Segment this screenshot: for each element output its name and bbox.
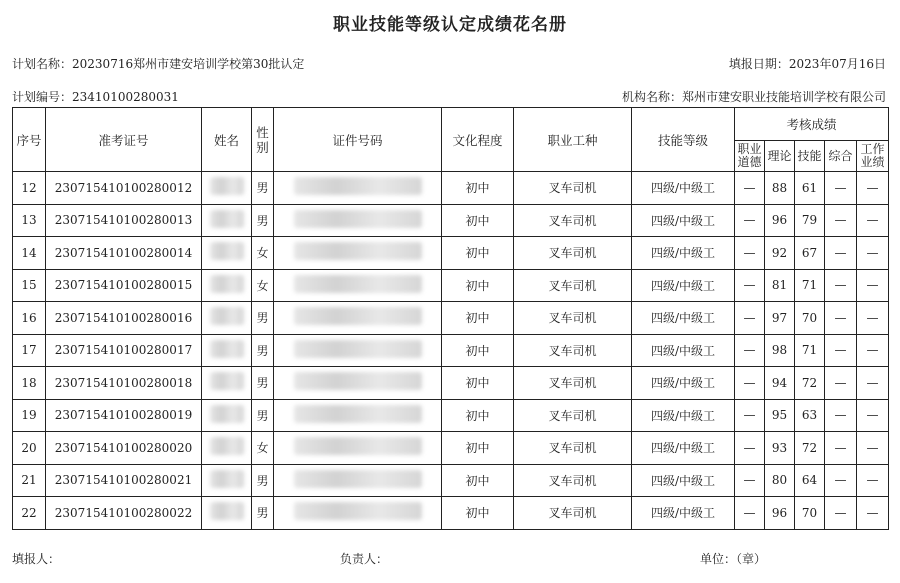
cell-overall: — xyxy=(825,334,857,367)
cell-exam-no: 230715410100280021 xyxy=(46,464,202,497)
cell-gender: 男 xyxy=(252,367,274,400)
table-row xyxy=(13,399,889,432)
cell-seq: 16 xyxy=(13,302,46,335)
cell-performance: — xyxy=(857,302,889,335)
redacted-block xyxy=(294,405,422,423)
cell-seq: 12 xyxy=(13,172,46,205)
cell-skill-level: 四级/中级工 xyxy=(632,367,735,400)
cell-name-redacted xyxy=(202,302,252,335)
redacted-block xyxy=(210,372,244,390)
cell-theory: 80 xyxy=(765,464,795,497)
cell-id-redacted xyxy=(274,399,442,432)
cell-seq: 20 xyxy=(13,432,46,465)
header-performance: 工作业绩 xyxy=(857,141,889,172)
cell-theory: 95 xyxy=(765,399,795,432)
page-title: 职业技能等级认定成绩花名册 xyxy=(333,15,567,35)
cell-id-redacted xyxy=(274,204,442,237)
redacted-block xyxy=(294,242,422,260)
cell-name-redacted xyxy=(202,172,252,205)
cell-name-redacted xyxy=(202,237,252,270)
cell-ethics: — xyxy=(735,367,765,400)
cell-gender: 男 xyxy=(252,497,274,530)
plan-name-value: 20230716郑州市建安培训学校第30批认定 xyxy=(72,57,305,71)
cell-overall: — xyxy=(825,172,857,205)
cell-name-redacted xyxy=(202,334,252,367)
cell-skill: 71 xyxy=(795,334,825,367)
cell-occupation: 叉车司机 xyxy=(514,432,632,465)
redacted-block xyxy=(294,502,422,520)
cell-performance: — xyxy=(857,334,889,367)
cell-performance: — xyxy=(857,204,889,237)
cell-theory: 96 xyxy=(765,497,795,530)
cell-overall: — xyxy=(825,399,857,432)
cell-gender: 男 xyxy=(252,172,274,205)
footer-responsible: 负责人： xyxy=(340,552,389,566)
cell-overall: — xyxy=(825,497,857,530)
redacted-block xyxy=(294,340,422,358)
cell-name-redacted xyxy=(202,432,252,465)
cell-education: 初中 xyxy=(442,464,514,497)
cell-education: 初中 xyxy=(442,367,514,400)
cell-id-redacted xyxy=(274,432,442,465)
table-row xyxy=(13,172,889,205)
cell-ethics: — xyxy=(735,432,765,465)
cell-skill: 79 xyxy=(795,204,825,237)
footer-unit: 单位：（章） xyxy=(700,552,767,566)
cell-occupation: 叉车司机 xyxy=(514,204,632,237)
header-exam-no: 准考证号 xyxy=(46,108,202,172)
cell-seq: 21 xyxy=(13,464,46,497)
redacted-block xyxy=(294,470,422,488)
cell-occupation: 叉车司机 xyxy=(514,237,632,270)
plan-number-value: 23410100280031 xyxy=(72,90,179,104)
table-row xyxy=(13,367,889,400)
redacted-block xyxy=(210,307,244,325)
cell-education: 初中 xyxy=(442,269,514,302)
table-row xyxy=(13,204,889,237)
cell-id-redacted xyxy=(274,269,442,302)
redacted-block xyxy=(294,372,422,390)
cell-skill-level: 四级/中级工 xyxy=(632,172,735,205)
redacted-block xyxy=(210,437,244,455)
cell-theory: 81 xyxy=(765,269,795,302)
cell-exam-no: 230715410100280020 xyxy=(46,432,202,465)
cell-gender: 女 xyxy=(252,237,274,270)
header-education: 文化程度 xyxy=(442,108,514,172)
cell-gender: 男 xyxy=(252,302,274,335)
cell-ethics: — xyxy=(735,269,765,302)
cell-ethics: — xyxy=(735,172,765,205)
cell-skill: 72 xyxy=(795,367,825,400)
table-row xyxy=(13,269,889,302)
cell-name-redacted xyxy=(202,464,252,497)
cell-skill-level: 四级/中级工 xyxy=(632,302,735,335)
cell-skill-level: 四级/中级工 xyxy=(632,204,735,237)
report-date-value: 2023年07月16日 xyxy=(788,57,886,71)
cell-overall: — xyxy=(825,302,857,335)
cell-occupation: 叉车司机 xyxy=(514,399,632,432)
header-name: 姓名 xyxy=(202,108,252,172)
cell-theory: 98 xyxy=(765,334,795,367)
cell-theory: 97 xyxy=(765,302,795,335)
redacted-block xyxy=(210,177,244,195)
header-id-no: 证件号码 xyxy=(274,108,442,172)
header-overall: 综合 xyxy=(825,141,857,172)
redacted-block xyxy=(210,502,244,520)
redacted-block xyxy=(210,340,244,358)
header-gender: 性别 xyxy=(252,108,274,172)
header-seq: 序号 xyxy=(13,108,46,172)
cell-education: 初中 xyxy=(442,399,514,432)
cell-ethics: — xyxy=(735,302,765,335)
plan-name xyxy=(12,55,304,72)
cell-skill-level: 四级/中级工 xyxy=(632,464,735,497)
cell-skill: 61 xyxy=(795,172,825,205)
cell-ethics: — xyxy=(735,497,765,530)
org-name-label: 机构名称： xyxy=(621,90,682,104)
cell-occupation: 叉车司机 xyxy=(514,269,632,302)
table-row xyxy=(13,432,889,465)
cell-education: 初中 xyxy=(442,432,514,465)
cell-performance: — xyxy=(857,367,889,400)
cell-gender: 男 xyxy=(252,399,274,432)
cell-skill: 64 xyxy=(795,464,825,497)
cell-exam-no: 230715410100280019 xyxy=(46,399,202,432)
cell-name-redacted xyxy=(202,497,252,530)
cell-gender: 女 xyxy=(252,432,274,465)
cell-skill-level: 四级/中级工 xyxy=(632,334,735,367)
cell-performance: — xyxy=(857,172,889,205)
cell-skill: 67 xyxy=(795,237,825,270)
cell-education: 初中 xyxy=(442,497,514,530)
cell-occupation: 叉车司机 xyxy=(514,464,632,497)
cell-skill: 71 xyxy=(795,269,825,302)
cell-exam-no: 230715410100280014 xyxy=(46,237,202,270)
cell-occupation: 叉车司机 xyxy=(514,334,632,367)
cell-id-redacted xyxy=(274,172,442,205)
cell-overall: — xyxy=(825,432,857,465)
cell-id-redacted xyxy=(274,237,442,270)
org-name xyxy=(622,88,886,105)
cell-gender: 女 xyxy=(252,269,274,302)
cell-id-redacted xyxy=(274,334,442,367)
cell-skill-level: 四级/中级工 xyxy=(632,237,735,270)
cell-id-redacted xyxy=(274,367,442,400)
cell-name-redacted xyxy=(202,269,252,302)
cell-id-redacted xyxy=(274,497,442,530)
header-skill-level: 技能等级 xyxy=(632,108,735,172)
table-row xyxy=(13,237,889,270)
plan-number-label: 计划编号： xyxy=(12,90,73,104)
cell-id-redacted xyxy=(274,464,442,497)
cell-skill-level: 四级/中级工 xyxy=(632,269,735,302)
cell-education: 初中 xyxy=(442,302,514,335)
header-occupation: 职业工种 xyxy=(514,108,632,172)
cell-overall: — xyxy=(825,464,857,497)
cell-seq: 15 xyxy=(13,269,46,302)
cell-name-redacted xyxy=(202,204,252,237)
cell-id-redacted xyxy=(274,302,442,335)
cell-overall: — xyxy=(825,204,857,237)
footer-filler: 填报人： xyxy=(12,552,61,566)
cell-skill-level: 四级/中级工 xyxy=(632,432,735,465)
cell-occupation: 叉车司机 xyxy=(514,497,632,530)
cell-education: 初中 xyxy=(442,204,514,237)
redacted-block xyxy=(294,210,422,228)
cell-skill-level: 四级/中级工 xyxy=(632,399,735,432)
cell-theory: 94 xyxy=(765,367,795,400)
cell-exam-no: 230715410100280016 xyxy=(46,302,202,335)
cell-performance: — xyxy=(857,399,889,432)
cell-gender: 男 xyxy=(252,204,274,237)
cell-theory: 96 xyxy=(765,204,795,237)
cell-gender: 男 xyxy=(252,464,274,497)
cell-ethics: — xyxy=(735,204,765,237)
cell-theory: 88 xyxy=(765,172,795,205)
cell-exam-no: 230715410100280013 xyxy=(46,204,202,237)
cell-education: 初中 xyxy=(442,172,514,205)
redacted-block xyxy=(210,405,244,423)
cell-skill: 72 xyxy=(795,432,825,465)
cell-education: 初中 xyxy=(442,237,514,270)
cell-overall: — xyxy=(825,237,857,270)
cell-skill: 63 xyxy=(795,399,825,432)
header-scores: 考核成绩 xyxy=(735,108,889,141)
plan-name-label: 计划名称： xyxy=(12,57,73,71)
redacted-block xyxy=(294,177,422,195)
report-date-label: 填报日期： xyxy=(728,57,789,71)
cell-seq: 14 xyxy=(13,237,46,270)
cell-skill: 70 xyxy=(795,302,825,335)
cell-name-redacted xyxy=(202,367,252,400)
redacted-block xyxy=(294,437,422,455)
cell-performance: — xyxy=(857,269,889,302)
table-row xyxy=(13,302,889,335)
redacted-block xyxy=(210,275,244,293)
redacted-block xyxy=(210,210,244,228)
cell-seq: 17 xyxy=(13,334,46,367)
cell-seq: 13 xyxy=(13,204,46,237)
cell-exam-no: 230715410100280017 xyxy=(46,334,202,367)
cell-exam-no: 230715410100280018 xyxy=(46,367,202,400)
cell-education: 初中 xyxy=(442,334,514,367)
redacted-block xyxy=(210,242,244,260)
cell-name-redacted xyxy=(202,399,252,432)
redacted-block xyxy=(294,275,422,293)
table-row xyxy=(13,334,889,367)
cell-gender: 男 xyxy=(252,334,274,367)
table-row xyxy=(13,497,889,530)
cell-skill-level: 四级/中级工 xyxy=(632,497,735,530)
cell-ethics: — xyxy=(735,334,765,367)
cell-performance: — xyxy=(857,237,889,270)
cell-ethics: — xyxy=(735,464,765,497)
cell-occupation: 叉车司机 xyxy=(514,367,632,400)
cell-overall: — xyxy=(825,269,857,302)
cell-exam-no: 230715410100280012 xyxy=(46,172,202,205)
cell-performance: — xyxy=(857,432,889,465)
header-skill: 技能 xyxy=(795,141,825,172)
cell-theory: 93 xyxy=(765,432,795,465)
report-date xyxy=(729,55,886,72)
cell-performance: — xyxy=(857,497,889,530)
cell-theory: 92 xyxy=(765,237,795,270)
cell-ethics: — xyxy=(735,237,765,270)
cell-seq: 22 xyxy=(13,497,46,530)
plan-number xyxy=(12,88,179,105)
score-roster-table xyxy=(12,107,889,530)
cell-performance: — xyxy=(857,464,889,497)
cell-occupation: 叉车司机 xyxy=(514,302,632,335)
cell-overall: — xyxy=(825,367,857,400)
cell-ethics: — xyxy=(735,399,765,432)
cell-skill: 70 xyxy=(795,497,825,530)
cell-exam-no: 230715410100280015 xyxy=(46,269,202,302)
cell-occupation: 叉车司机 xyxy=(514,172,632,205)
cell-exam-no: 230715410100280022 xyxy=(46,497,202,530)
cell-seq: 19 xyxy=(13,399,46,432)
org-name-value: 郑州市建安职业技能培训学校有限公司 xyxy=(681,90,886,104)
table-row xyxy=(13,464,889,497)
redacted-block xyxy=(210,470,244,488)
redacted-block xyxy=(294,307,422,325)
header-ethics: 职业道德 xyxy=(735,141,765,172)
header-theory: 理论 xyxy=(765,141,795,172)
cell-seq: 18 xyxy=(13,367,46,400)
